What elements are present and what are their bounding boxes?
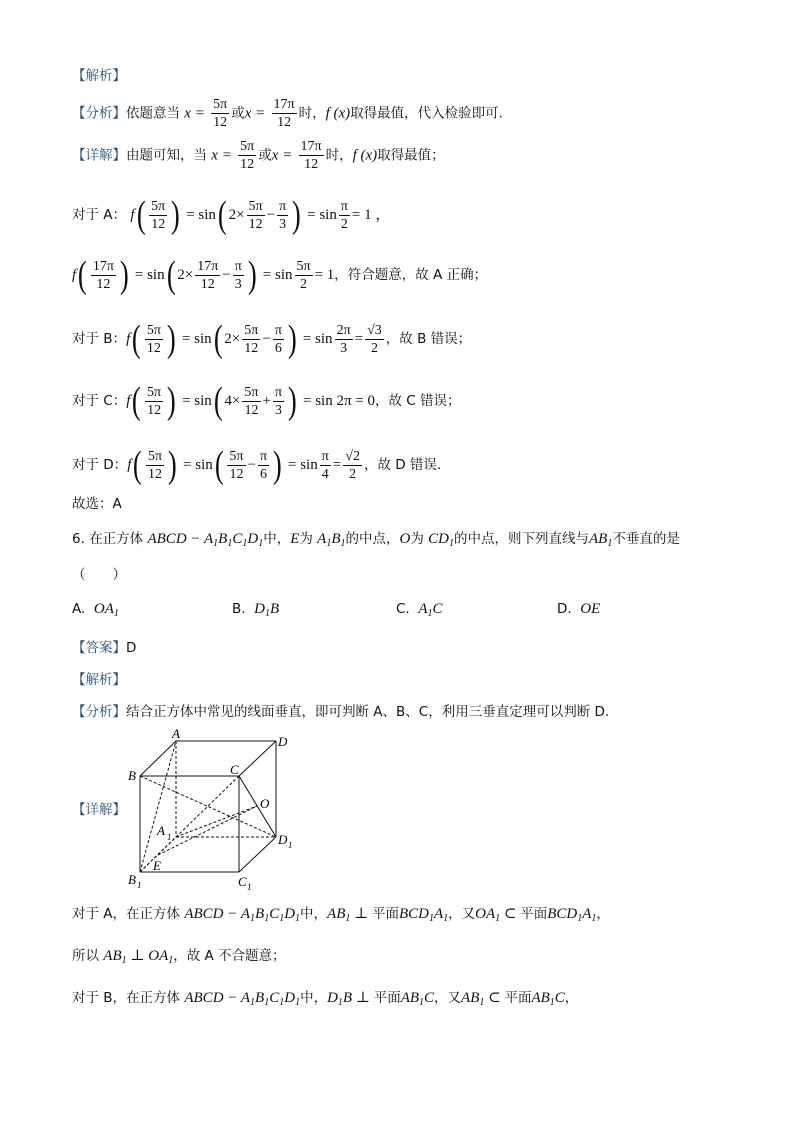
text: 平面 <box>520 906 548 922</box>
fraction <box>272 96 297 131</box>
fraction <box>149 198 167 233</box>
math-text: D <box>284 990 296 1006</box>
math-fx: f (x) <box>352 147 378 164</box>
math-text: − <box>222 267 231 283</box>
edge-cd1 <box>239 776 276 837</box>
answer-tag: 【答案】 <box>72 640 126 656</box>
math-text: ⊂ <box>500 906 521 922</box>
math-text: − <box>262 331 271 347</box>
denominator: 3 <box>279 216 287 232</box>
edge-ba <box>140 741 176 776</box>
math-text: ⊥ <box>126 948 149 964</box>
line-eo <box>158 806 257 855</box>
math-text: A <box>433 906 444 922</box>
math-text: = sin <box>134 267 165 283</box>
math-text: OA <box>148 948 169 964</box>
math-text: = <box>332 457 342 473</box>
subscript: 1 <box>264 997 270 1008</box>
fraction <box>242 384 260 419</box>
subscript: 1 <box>227 538 233 549</box>
math-text: ABCD − A <box>184 906 251 922</box>
subscript: 1 <box>495 913 501 924</box>
math-text: BCD <box>547 906 578 922</box>
text: 时， <box>325 147 353 164</box>
subscript: 1 <box>326 538 332 549</box>
denominator: 4 <box>321 466 329 482</box>
text: 取得最值； <box>377 147 445 164</box>
math-text: AB <box>589 531 608 547</box>
subscript: 1 <box>168 955 174 966</box>
jiexi-tag: 【解析】 <box>72 68 126 84</box>
text: 对于 B，在正方体 <box>72 990 181 1006</box>
analysis-line-2 <box>72 702 609 722</box>
reason-a-line-1 <box>72 904 610 929</box>
math-text: C <box>232 531 243 547</box>
math-text: = sin <box>307 207 337 223</box>
text: 时， <box>298 105 326 122</box>
text: 对于 B： <box>72 331 127 347</box>
label-b1-sub: 1 <box>137 880 142 890</box>
math-x: x = <box>271 147 293 164</box>
denominator: 2 <box>370 340 378 356</box>
text: 为 <box>410 531 424 547</box>
math-text: ⊥ <box>350 906 372 922</box>
numerator: 5π <box>151 198 166 214</box>
numerator: √3 <box>367 322 382 338</box>
option-math: OA <box>93 601 114 617</box>
question-number: 6. <box>72 531 85 547</box>
math-text: = <box>354 331 364 347</box>
math-text: D <box>284 906 296 922</box>
label-d1-sub: 1 <box>288 840 293 850</box>
subscript: 1 <box>428 913 434 924</box>
text: 的中点， <box>345 531 400 547</box>
denominator: 6 <box>274 340 282 356</box>
label-c: C <box>230 762 239 777</box>
math-text: O <box>399 531 411 547</box>
choice-line: 故选：A <box>72 496 122 512</box>
denominator: 12 <box>148 466 163 482</box>
text: 结合正方体中常见的线面垂直，即可判断 A、B、C，利用三垂直定理可以判断 D. <box>126 704 610 720</box>
option-b[interactable] <box>232 601 279 619</box>
text: ，符合题意，故 A 正确； <box>334 267 488 283</box>
math-text: CD <box>428 531 449 547</box>
denominator: 12 <box>213 115 228 130</box>
math-text: = sin <box>262 267 293 283</box>
detail-tag: 【详解】 <box>72 147 126 164</box>
numerator: π <box>274 384 283 400</box>
subscript: 1 <box>479 997 485 1008</box>
subscript: 1 <box>113 608 119 619</box>
fraction <box>145 384 163 419</box>
label-b: B <box>128 768 136 783</box>
denominator: 12 <box>200 276 215 292</box>
subscript: 1 <box>279 997 285 1008</box>
subscript: 1 <box>427 608 433 619</box>
math-text: = sin <box>302 331 333 347</box>
text: ， <box>564 990 579 1006</box>
fraction <box>335 322 353 357</box>
option-math: D <box>254 601 265 617</box>
option-label: D. <box>557 601 572 617</box>
analysis-line-1 <box>72 96 503 131</box>
option-label: B. <box>232 601 246 617</box>
subscript: 1 <box>577 913 583 924</box>
math-text: AB <box>327 906 346 922</box>
text: 中， <box>300 990 328 1006</box>
fraction <box>146 448 164 483</box>
math-text: 4× <box>224 393 241 409</box>
text: 在正方体 <box>89 531 144 547</box>
text: ，故 D 错误. <box>363 457 442 473</box>
numerator: π <box>321 448 329 464</box>
math-f: f <box>126 393 131 409</box>
fraction <box>273 322 284 357</box>
math-text: E <box>290 531 300 547</box>
label-b1: B <box>128 872 136 887</box>
text: 取得最值，代入检验即可. <box>350 105 503 122</box>
math-text: 2× <box>228 207 245 223</box>
option-math: OE <box>580 601 601 617</box>
math-text: AB <box>531 990 550 1006</box>
fraction <box>145 322 163 357</box>
math-x: x = <box>211 147 232 164</box>
math-text: = sin 2π = 0 <box>303 393 375 409</box>
numerator: √2 <box>345 448 360 464</box>
text: 为 <box>299 531 313 547</box>
denominator: 12 <box>151 216 166 232</box>
math-text: OA <box>475 906 496 922</box>
numerator: π <box>340 198 348 214</box>
text: 平面 <box>373 990 401 1006</box>
denominator: 3 <box>234 276 242 292</box>
numerator: 5π <box>229 448 244 464</box>
detail-tag: 【详解】 <box>72 802 126 818</box>
subscript: 1 <box>345 913 351 924</box>
text: 对于 C： <box>72 393 127 409</box>
fraction <box>343 448 362 483</box>
answer-value: D <box>126 640 137 656</box>
case-d-line: 对于 D：f( $\frac{5\pi}{12}$ ) = sin( $\frac{5\pi}{12}$ − $\frac{\pi}{6}$ ) = sin $\frac{\pi}{4}$ = $\frac{√2}{2}$ ，故 D 错误. <box>72 444 442 486</box>
fraction <box>195 258 220 293</box>
denominator: 12 <box>277 115 292 130</box>
numerator: 17π <box>92 258 114 274</box>
denominator: 12 <box>244 340 259 356</box>
fraction <box>238 138 256 173</box>
math-f: f <box>126 331 131 347</box>
numerator: 5π <box>296 258 311 274</box>
label-d1: D <box>278 832 288 847</box>
label-d: D <box>278 734 288 749</box>
line-b1a <box>140 741 176 872</box>
detail-line-2 <box>72 800 126 820</box>
numerator: 2π <box>336 322 351 338</box>
subscript: 1 <box>607 538 613 549</box>
denominator: 3 <box>340 340 348 356</box>
math-text: 2× <box>224 331 241 347</box>
math-text: D <box>247 531 259 547</box>
cube-figure <box>126 724 306 894</box>
numerator: 17π <box>300 139 322 154</box>
numerator: 5π <box>146 322 161 338</box>
math-text: B <box>331 531 341 547</box>
text: 中， <box>263 531 291 547</box>
math-f: f <box>130 207 135 223</box>
denominator: 12 <box>147 402 162 418</box>
option-label: C. <box>396 601 410 617</box>
analysis-tag: 【分析】 <box>72 704 126 720</box>
subscript: 1 <box>213 538 219 549</box>
math-text: AB <box>461 990 480 1006</box>
option-a[interactable] <box>72 601 119 619</box>
numerator: 5π <box>244 384 259 400</box>
denominator: 3 <box>275 402 282 418</box>
subscript: 1 <box>279 913 285 924</box>
math-text: 2× <box>177 267 194 283</box>
fraction <box>365 322 384 357</box>
math-text: = 1 ， <box>351 207 391 223</box>
numerator: 5π <box>147 384 162 400</box>
subscript: 1 <box>443 913 449 924</box>
fraction <box>258 448 269 483</box>
case-a-line-1: 对于 A： f( $\frac{5\pi}{12}$ ) = sin( 2× $\frac{5\pi}{12}$ − $\frac{\pi}{3}$ ) = sin $\frac{\pi}{2}$ = 1 ， <box>72 194 391 236</box>
text: 由题可知，当 <box>126 147 207 164</box>
math-text: AB <box>103 948 122 964</box>
text: 中， <box>300 906 328 922</box>
option-math: B <box>270 601 280 617</box>
text: 的中点，则下列直线与 <box>454 531 589 547</box>
case-b-line: 对于 B：f( $\frac{5\pi}{12}$ ) = sin( 2× $\frac{5\pi}{12}$ − $\frac{\pi}{6}$ ) = sin $\frac{2\pi}{3}$ = $\frac{√3}{2}$ ，故 B 错误； <box>72 318 472 360</box>
text: 对于 D： <box>72 457 128 473</box>
math-x: x = <box>184 105 205 122</box>
subscript: 1 <box>242 538 248 549</box>
math-text: C <box>424 990 435 1006</box>
numerator: 17π <box>197 258 219 274</box>
math-text: = sin <box>186 207 216 223</box>
numerator: π <box>274 322 282 338</box>
fraction <box>233 258 244 293</box>
label-o: O <box>260 796 270 811</box>
fraction <box>247 198 265 233</box>
numerator: 5π <box>244 322 259 338</box>
subscript: 1 <box>549 997 555 1008</box>
math-text: − <box>247 457 256 473</box>
denominator: 12 <box>304 157 319 172</box>
denominator: 12 <box>244 402 259 418</box>
denominator: 12 <box>146 340 161 356</box>
math-text: = sin <box>183 457 213 473</box>
fraction <box>227 448 245 483</box>
label-a: A <box>172 726 180 741</box>
math-text: = sin <box>181 331 212 347</box>
math-text: ABCD − A <box>147 531 214 547</box>
numerator: 5π <box>148 448 163 464</box>
fraction <box>299 138 324 173</box>
text: 依题意当 <box>126 105 180 122</box>
fraction <box>295 258 313 293</box>
numerator: π <box>234 258 242 274</box>
option-c[interactable] <box>396 601 443 619</box>
option-math: C <box>432 601 443 617</box>
label-a1-sub: 1 <box>167 832 172 842</box>
denominator: 12 <box>96 276 111 292</box>
math-text: = sin <box>288 457 318 473</box>
math-text: AB <box>400 990 420 1006</box>
math-fx: f (x) <box>325 105 351 122</box>
text: ，故 B 错误； <box>385 331 472 347</box>
numerator: 17π <box>273 97 295 112</box>
math-text: + <box>262 393 271 409</box>
text: ，故 A 不合题意； <box>173 948 286 964</box>
subscript: 1 <box>264 913 270 924</box>
math-text: C <box>269 990 280 1006</box>
text: 平面 <box>504 990 532 1006</box>
text: ，又 <box>448 906 476 922</box>
fraction <box>91 258 116 293</box>
reason-b-line-1 <box>72 988 578 1013</box>
answer-line <box>72 638 136 658</box>
numerator: 5π <box>248 198 263 214</box>
label-c1: C <box>238 874 247 889</box>
math-text: ⊂ <box>484 990 505 1006</box>
math-text: A <box>582 906 592 922</box>
text: ， <box>596 906 610 922</box>
denominator: 12 <box>248 216 263 232</box>
math-text: B <box>255 906 265 922</box>
numerator: 5π <box>240 139 255 154</box>
text: 对于 A，在正方体 <box>72 906 181 922</box>
edge-cd <box>239 741 276 776</box>
subscript: 1 <box>121 955 127 966</box>
subscript: 1 <box>449 538 454 549</box>
text: ，又 <box>434 990 462 1006</box>
text: 平面 <box>371 906 399 922</box>
subscript: 1 <box>250 997 256 1008</box>
math-f: f <box>127 457 132 473</box>
section-heading-analysis <box>72 66 126 86</box>
analysis-tag: 【分析】 <box>72 105 126 122</box>
math-text: = sin <box>182 393 212 409</box>
math-text: ⊥ <box>352 990 374 1006</box>
case-c-line: 对于 C：f( $\frac{5\pi}{12}$ ) = sin( 4× $\frac{5\pi}{12}$ + $\frac{\pi}{3}$ ) = sin 2π = 0，故 C 错误； <box>72 380 461 422</box>
math-text: C <box>554 990 565 1006</box>
fraction <box>339 198 350 233</box>
math-text: B <box>255 990 265 1006</box>
denominator: 6 <box>260 466 267 482</box>
text: 对于 A： <box>72 207 127 223</box>
numerator: π <box>259 448 268 464</box>
text: 或 <box>258 147 272 164</box>
subscript: 1 <box>295 913 301 924</box>
subscript: 1 <box>258 538 264 549</box>
math-text: A <box>317 531 327 547</box>
jiexi-tag: 【解析】 <box>72 672 126 688</box>
math-text: = 1 <box>314 267 335 283</box>
denominator: 2 <box>340 216 348 232</box>
option-label: A. <box>72 601 86 617</box>
math-text: C <box>269 906 280 922</box>
subscript: 1 <box>340 538 346 549</box>
text: ，故 C 错误； <box>375 393 461 409</box>
option-d[interactable] <box>557 601 600 619</box>
subscript: 1 <box>419 997 425 1008</box>
fraction <box>242 322 260 357</box>
fraction <box>273 384 284 419</box>
math-text: B <box>342 990 353 1006</box>
question-6-paren: （ ） <box>72 567 126 583</box>
numerator: π <box>279 198 287 214</box>
edge-c1d1 <box>239 837 276 872</box>
label-c1-sub: 1 <box>247 882 252 892</box>
math-text: D <box>327 990 338 1006</box>
math-x: x = <box>244 105 266 122</box>
math-text: BCD <box>398 906 429 922</box>
option-math: A <box>418 601 428 617</box>
subscript: 1 <box>295 997 301 1008</box>
denominator: 12 <box>240 157 255 172</box>
label-a1: A <box>157 823 165 838</box>
reason-a-line-2 <box>72 946 286 971</box>
case-a-line-2: f( $\frac{17\pi}{12}$ ) = sin( 2× $\frac{17\pi}{12}$ − $\frac{\pi}{3}$ ) = sin $\frac{5\pi}{2}$ = 1，符合题意，故 A 正确； <box>72 254 488 296</box>
fraction <box>320 448 331 483</box>
subscript: 1 <box>591 913 597 924</box>
fraction <box>211 96 229 131</box>
math-f: f <box>72 267 77 283</box>
subscript: 1 <box>265 608 270 619</box>
numerator: 5π <box>213 97 228 112</box>
subscript: 1 <box>337 997 343 1008</box>
question-6-line <box>72 529 680 554</box>
text: 所以 <box>72 948 99 964</box>
math-text: − <box>266 207 276 223</box>
subscript: 1 <box>250 913 256 924</box>
detail-line-1 <box>72 138 445 173</box>
label-e: E <box>153 858 161 873</box>
denominator: 2 <box>300 276 308 292</box>
section-heading-analysis-2 <box>72 670 126 690</box>
text: 或 <box>231 105 245 122</box>
math-text: ABCD − A <box>184 990 251 1006</box>
math-text: B <box>218 531 228 547</box>
denominator: 12 <box>229 466 244 482</box>
line-a1o <box>176 806 257 837</box>
text: 不垂直的是 <box>612 531 680 547</box>
denominator: 2 <box>349 466 357 482</box>
fraction <box>277 198 288 233</box>
